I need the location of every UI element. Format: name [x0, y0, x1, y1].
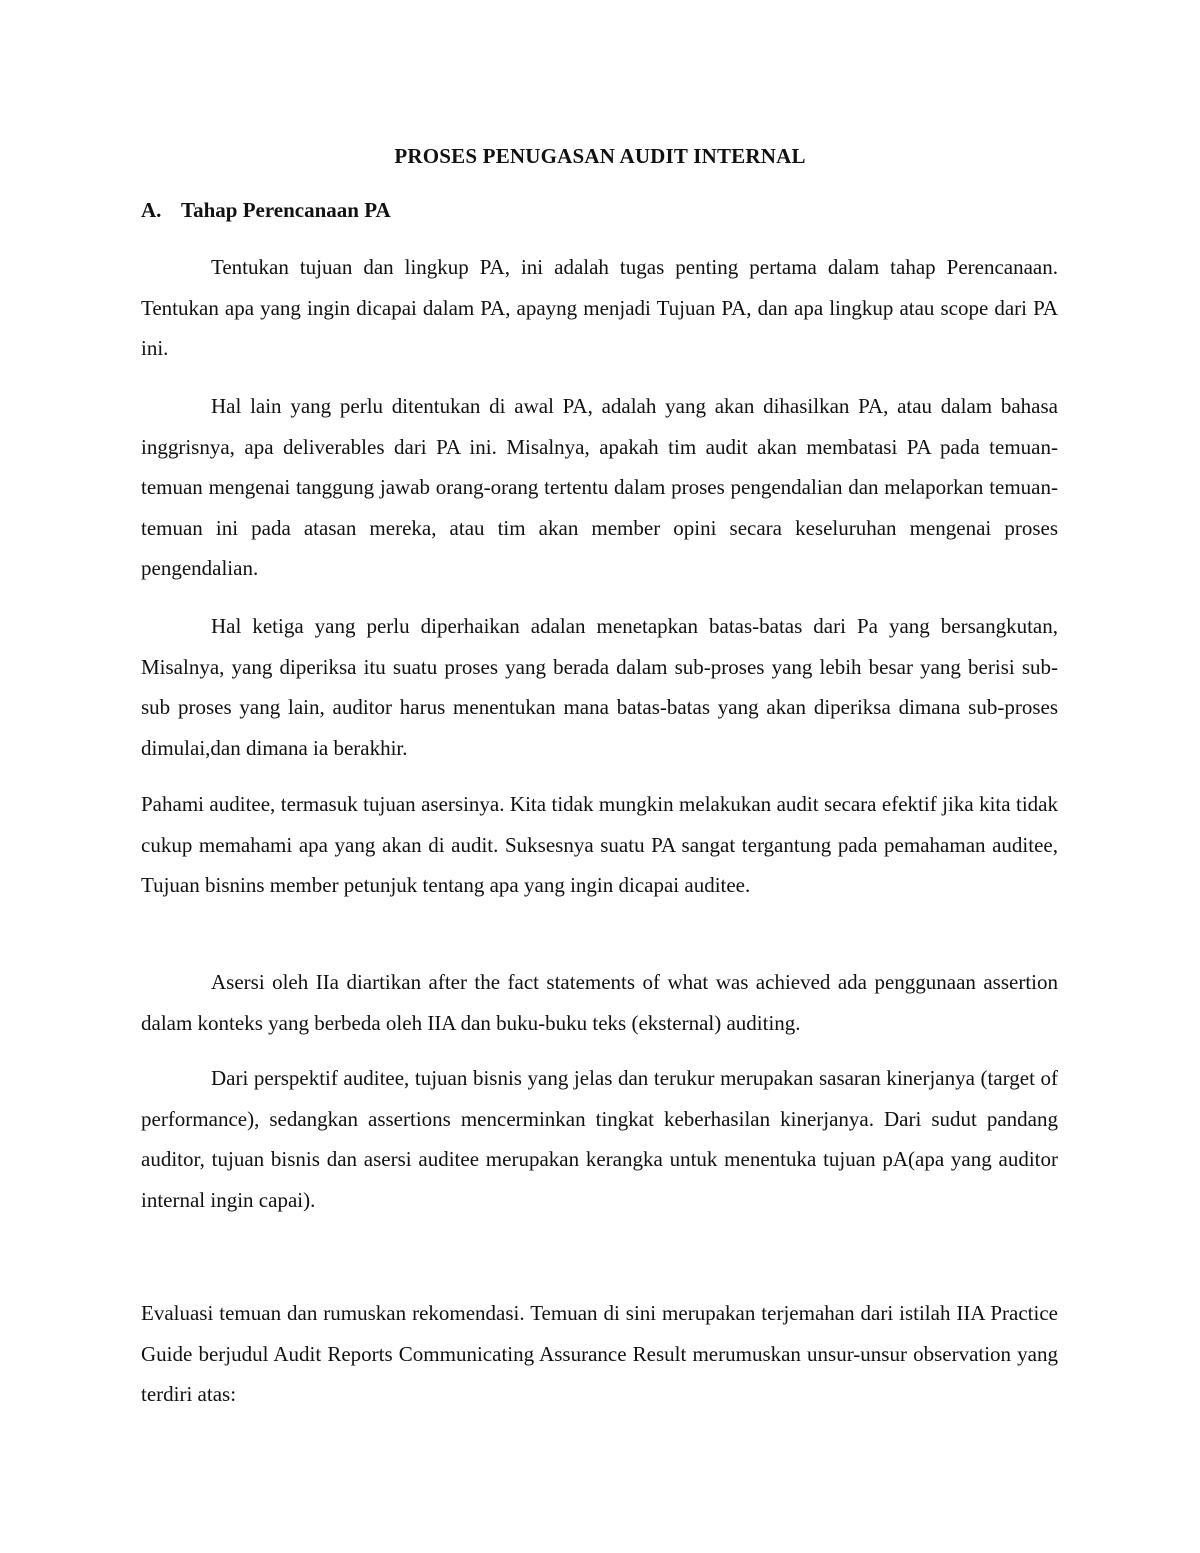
paragraph-7: Evaluasi temuan dan rumuskan rekomendasi. Temuan di sini merupakan terjemahan dari istilah IIA Practice Guide berjudul Audit Reports Communicating Assurance Result merumuskan unsur-unsur observation yang terdiri atas:	[141, 1301, 1058, 1406]
section-title: Tahap Perencanaan PA	[181, 198, 391, 222]
document-title: PROSES PENUGASAN AUDIT INTERNAL	[394, 144, 806, 168]
section-heading	[141, 198, 391, 223]
paragraph-2: Hal lain yang perlu ditentukan di awal PA, adalah yang akan dihasilkan PA, atau dalam bahasa inggrisnya, apa deliverables dari PA ini. Misalnya, apakah tim audit akan membatasi PA pada temuan-temuan mengenai tanggung jawab orang-orang tertentu dalam proses pengendalian dan melaporkan temuan-temuan ini pada atasan mereka, atau tim akan member opini secara keseluruhan mengenai proses pengendalian.	[141, 394, 1058, 580]
paragraph-5: Asersi oleh IIa diartikan after the fact statements of what was achieved ada penggunaan assertion dalam konteks yang berbeda oleh IIA dan buku-buku teks (eksternal) auditing.	[141, 970, 1058, 1035]
paragraph-3: Hal ketiga yang perlu diperhaikan adalan menetapkan batas-batas dari Pa yang bersangkutan, Misalnya, yang diperiksa itu suatu proses yang berada dalam sub-proses yang lebih besar yang berisi sub-sub proses yang lain, auditor harus menentukan mana batas-batas yang akan diperiksa dimana sub-proses dimulai,dan dimana ia berakhir.	[141, 614, 1058, 760]
paragraph-6: Dari perspektif auditee, tujuan bisnis yang jelas dan terukur merupakan sasaran kinerjanya (target of performance), sedangkan assertions mencerminkan tingkat keberhasilan kinerjanya. Dari sudut pandang auditor, tujuan bisnis dan asersi auditee merupakan kerangka untuk menentuka tujuan pA(apa yang auditor internal ingin capai).	[141, 1066, 1058, 1212]
paragraph-1: Tentukan tujuan dan lingkup PA, ini adalah tugas penting pertama dalam tahap Perencanaan. Tentukan apa yang ingin dicapai dalam PA, apayng menjadi Tujuan PA, dan apa lingkup atau scope dari PA ini.	[141, 255, 1058, 360]
section-number: A.	[141, 198, 162, 222]
paragraph-4: Pahami auditee, termasuk tujuan asersinya. Kita tidak mungkin melakukan audit secara efektif jika kita tidak cukup memahami apa yang akan di audit. Suksesnya suatu PA sangat tergantung pada pemahaman auditee, Tujuan bisnins member petunjuk tentang apa yang ingin dicapai auditee.	[141, 792, 1058, 897]
